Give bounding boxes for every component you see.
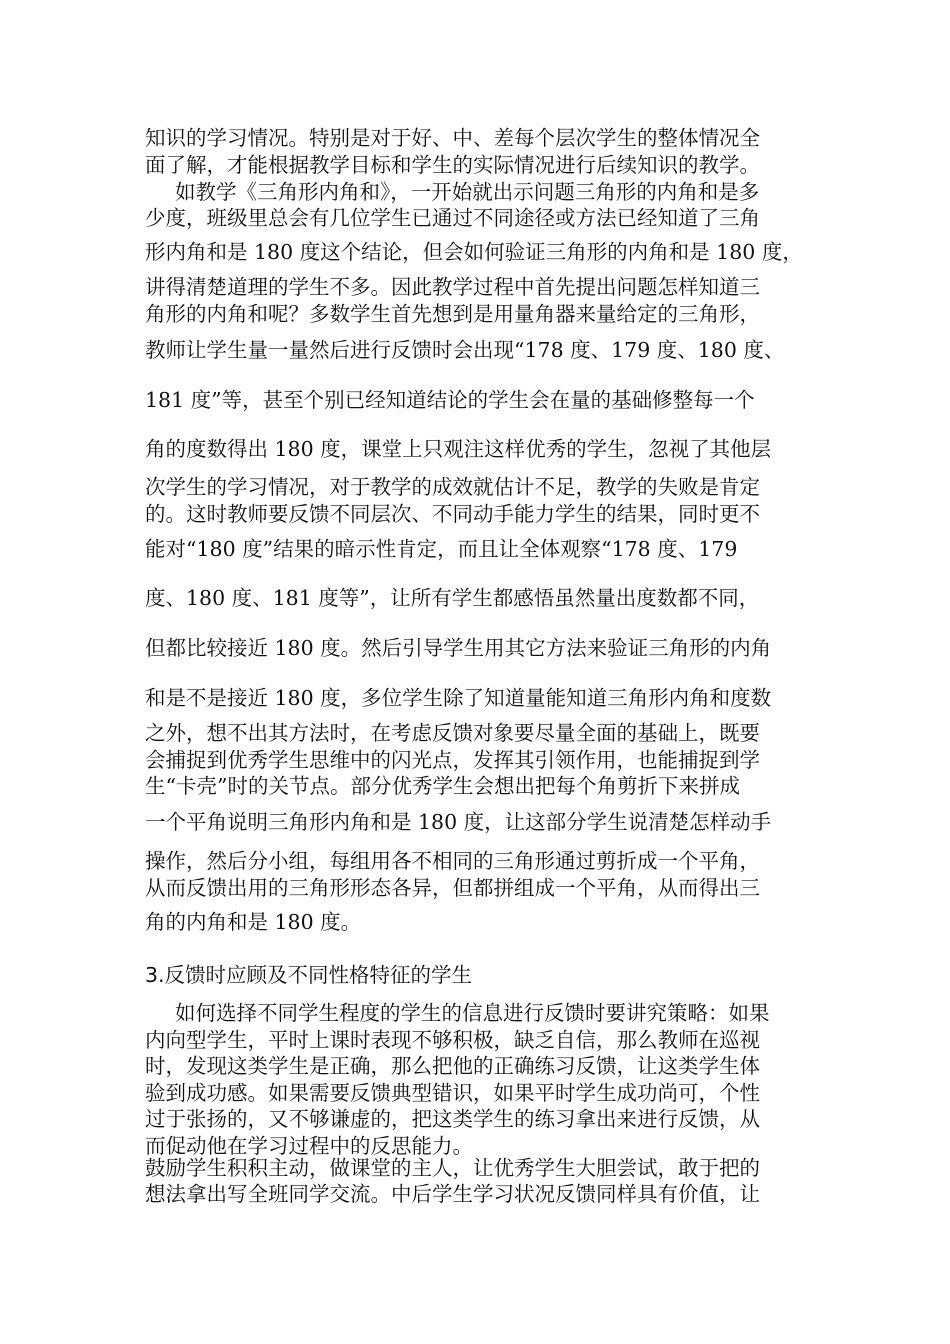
paragraph-line: 操作，然后分小组，每组用各不相同的三角形通过剪折成一个平角， <box>145 849 760 873</box>
paragraph-line: 想法拿出写全班同学交流。中后学生学习状况反馈同样具有价值，让 <box>145 1182 760 1206</box>
paragraph-line: 而促动他在学习过程中的反思能力。 <box>145 1134 473 1158</box>
paragraph-line: 教师让学生量一量然后进行反馈时会出现“178 度、179 度、180 度、 <box>145 338 785 362</box>
paragraph-line: 时，发现这类学生是正确，那么把他的正确练习反馈，让这类学生体 <box>145 1054 760 1078</box>
paragraph-line: 如教学《三角形内角和》，一开始就出示问题三角形的内角和是多 <box>175 180 760 204</box>
paragraph-line: 如何选择不同学生程度的学生的信息进行反馈时要讲究策略：如果 <box>175 1001 770 1025</box>
paragraph-line: 少度，班级里总会有几位学生已通过不同途径或方法已经知道了三角 <box>145 206 760 230</box>
paragraph-line: 形内角和是 180 度这个结论，但会如何验证三角形的内角和是 180 度， <box>145 240 803 264</box>
paragraph-line: 次学生的学习情况，对于教学的成效就估计不足，教学的失败是肯定 <box>145 475 760 499</box>
paragraph-line: 度、180 度、181 度等”，让所有学生都感悟虽然量出度数都不同， <box>145 586 760 610</box>
section-heading: 3.反馈时应顾及不同性格特征的学生 <box>145 963 473 987</box>
paragraph-line: 从而反馈出用的三角形形态各异，但都拼组成一个平角，从而得出三 <box>145 876 760 900</box>
paragraph-line: 角形的内角和呢？多数学生首先想到是用量角器来量给定的三角形， <box>145 302 760 326</box>
paragraph-line: 角的度数得出 180 度，课堂上只观注这样优秀的学生，忽视了其他层 <box>145 437 772 461</box>
paragraph-line: 181 度”等，甚至个别已经知道结论的学生会在量的基础修整每一个 <box>145 388 755 412</box>
paragraph-line: 生“卡壳”时的关节点。部分优秀学生会想出把每个角剪折下来拼成 <box>145 774 740 798</box>
paragraph-line: 能对“180 度”结果的暗示性肯定，而且让全体观察“178 度、179 <box>145 537 738 561</box>
paragraph-line: 验到成功感。如果需要反馈典型错识，如果平时学生成功尚可，个性 <box>145 1081 760 1105</box>
paragraph-line: 鼓励学生积积主动，做课堂的主人，让优秀学生大胆尝试，敢于把的 <box>145 1156 760 1180</box>
paragraph-line: 一个平角说明三角形内角和是 180 度，让这部分学生说清楚怎样动手 <box>145 810 772 834</box>
paragraph-line: 知识的学习情况。特别是对于好、中、差每个层次学生的整体情况全 <box>145 126 760 150</box>
paragraph-line: 会捕捉到优秀学生思维中的闪光点，发挥其引领作用，也能捕捉到学 <box>145 748 760 772</box>
paragraph-line: 过于张扬的，又不够谦虚的，把这类学生的练习拿出来进行反馈，从 <box>145 1107 760 1131</box>
paragraph-line: 的。这时教师要反馈不同层次、不同动手能力学生的结果，同时更不 <box>145 502 760 526</box>
paragraph-line: 之外，想不出其方法时，在考虑反馈对象要尽量全面的基础上，既要 <box>145 721 760 745</box>
paragraph-line: 内向型学生，平时上课时表现不够积极，缺乏自信，那么教师在巡视 <box>145 1028 760 1052</box>
paragraph-line: 但都比较接近 180 度。然后引导学生用其它方法来验证三角形的内角 <box>145 636 772 660</box>
paragraph-line: 面了解，才能根据教学目标和学生的实际情况进行后续知识的教学。 <box>145 153 760 177</box>
paragraph-line: 和是不是接近 180 度，多位学生除了知道量能知道三角形内角和度数 <box>145 686 772 710</box>
paragraph-line: 角的内角和是 180 度。 <box>145 910 362 934</box>
paragraph-line: 讲得清楚道理的学生不多。因此教学过程中首先提出问题怎样知道三 <box>145 275 760 299</box>
